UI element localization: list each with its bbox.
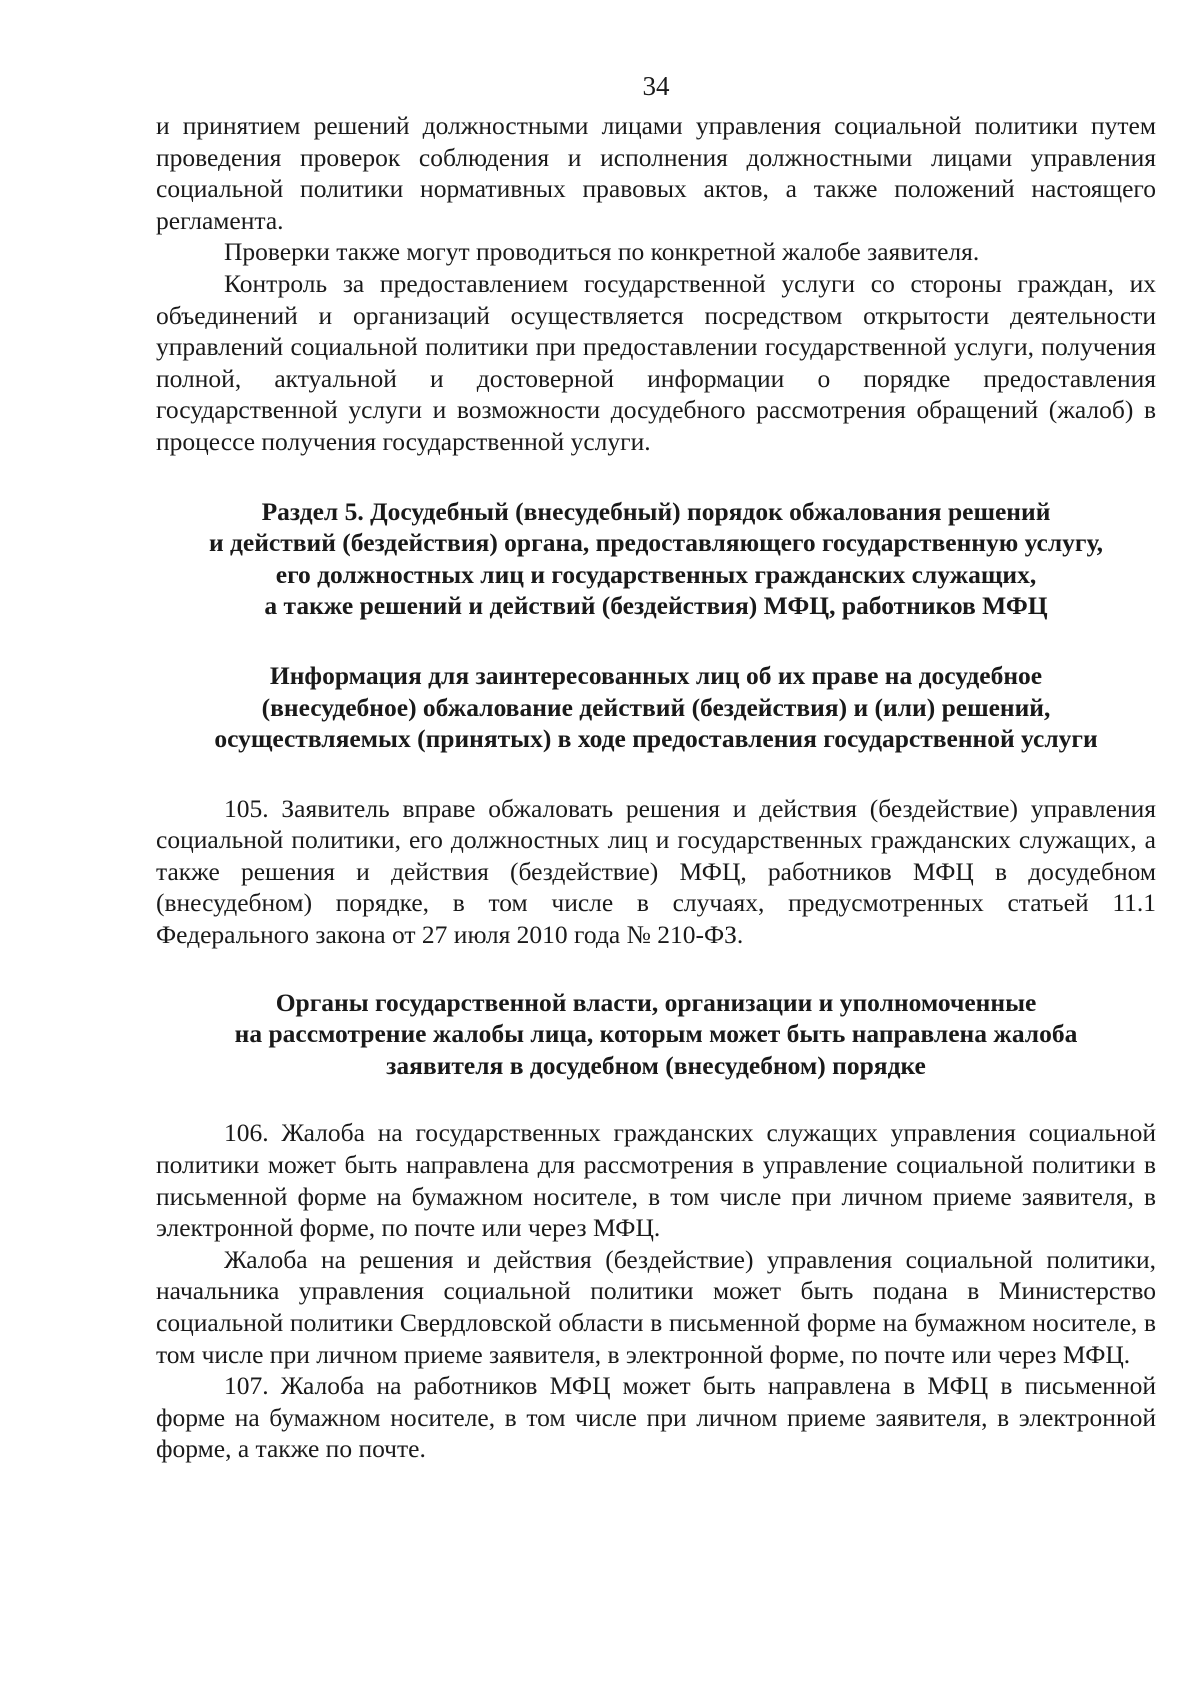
- organs-heading-line: Органы государственной власти, организации и уполномоченные: [275, 987, 1037, 1017]
- info-heading-line: осуществляемых (принятых) в ходе предоставления государственной услуги: [214, 724, 1098, 754]
- spacer: [156, 458, 1156, 496]
- paragraph-control-continuation: и принятием решений должностными лицами управления социальной политики путем проведения проверок соблюдения и исполнения должностными лицами управления социальной политики нормативных правовых актов, а также положений настоящего регламента.: [156, 111, 1156, 235]
- organs-heading-line: заявителя в досудебном (внесудебном) порядке: [386, 1050, 926, 1080]
- section-5-heading-line: а также решений и действий (бездействия) МФЦ, работников МФЦ: [264, 591, 1048, 621]
- section-5-heading-line: его должностных лиц и государственных гражданских служащих,: [275, 559, 1037, 589]
- section-5-heading-line: Раздел 5. Досудебный (внесудебный) порядок обжалования решений: [261, 496, 1051, 526]
- spacer: [156, 1081, 1156, 1117]
- paragraph-public-control: Контроль за предоставлением государственной услуги со стороны граждан, их объединений и организаций осуществляется посредством открытости деятельности управлений социальной политики при предоставлении государственной услуги, получения полной, актуальной и достоверной информации о порядке предоставления государственной услуги и возможности досудебного рассмотрения обращений (жалоб) в процессе получения государственной услуги.: [156, 268, 1156, 456]
- page-number: 34: [642, 71, 670, 101]
- paragraph-106-second: Жалоба на решения и действия (бездействие) управления социальной политики, начальника управления социальной политики может быть подана в Министерство социальной политики Свердловской области в письменной форме на бумажном носителе, в том числе при личном приеме заявителя, в электронной форме, по почте или через МФЦ.: [156, 1244, 1156, 1369]
- paragraph-106: 106. Жалоба на государственных гражданских служащих управления социальной политики может быть направлена для рассмотрения в управление социальной политики в письменной форме на бумажном носителе, в том числе при личном приеме заявителя, в электронной форме, по почте или через МФЦ.: [156, 1118, 1156, 1243]
- organs-heading-line: на рассмотрение жалобы лица, которым может быть направлена жалоба: [234, 1019, 1078, 1049]
- spacer: [156, 755, 1156, 793]
- info-heading: [156, 660, 1156, 755]
- organs-heading: [156, 987, 1156, 1082]
- document-page: [156, 66, 1156, 1465]
- spacer: [156, 951, 1156, 987]
- paragraph-105: 105. Заявитель вправе обжаловать решения и действия (бездействие) управления социальной политики, его должностных лиц и государственных гражданских служащих, а также решения и действия (бездействие) МФЦ, работников МФЦ в досудебном (внесудебном) порядке, в том числе в случаях, предусмотренных статьей 11.1 Федерального закона от 27 июля 2010 года № 210-ФЗ.: [156, 793, 1156, 950]
- spacer: [156, 622, 1156, 660]
- paragraph-107: 107. Жалоба на работников МФЦ может быть направлена в МФЦ в письменной форме на бумажном носителе, в том числе при личном приеме заявителя, в электронной форме, а также по почте.: [156, 1371, 1156, 1464]
- section-5-heading: [156, 496, 1156, 622]
- section-5-heading-line: и действий (бездействия) органа, предоставляющего государственную услугу,: [208, 528, 1104, 558]
- paragraph-checks: Проверки также могут проводиться по конкретной жалобе заявителя.: [224, 237, 980, 267]
- info-heading-line: (внесудебное) обжалование действий (бездействия) и (или) решений,: [261, 692, 1051, 722]
- info-heading-line: Информация для заинтересованных лиц об их праве на досудебное: [269, 660, 1043, 690]
